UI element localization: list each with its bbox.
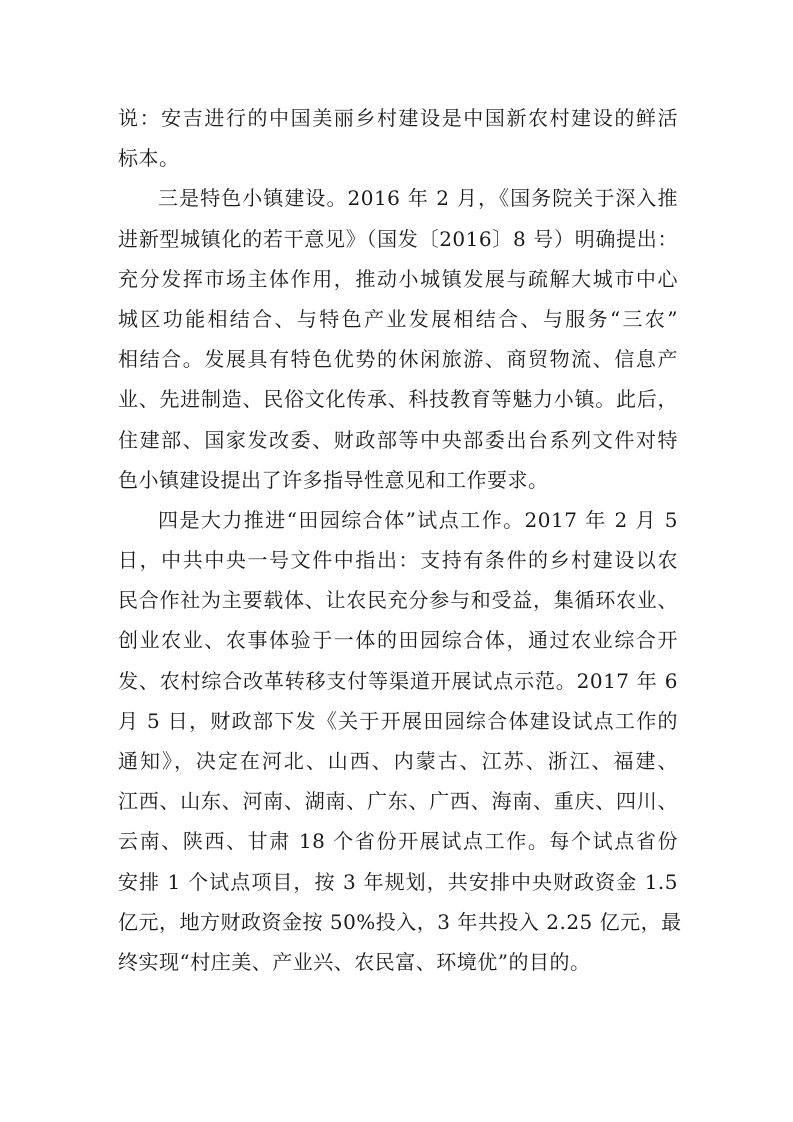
text-line: 通知》，决定在河北、山西、内蒙古、江苏、浙江、福建、 xyxy=(118,749,678,773)
body-text xyxy=(118,98,682,982)
text-line: 民合作社为主要载体、让农民充分参与和受益，集循环农业、 xyxy=(118,588,678,613)
paragraph-start-line: 四是大力推进“田园综合体”试点工作。2017 年 2 月 5 xyxy=(158,507,678,532)
paragraph-start-line: 三是特色小镇建设。2016 年 2 月，《国务院关于深入推 xyxy=(158,186,678,211)
text-line: 城区功能相结合、与特色产业发展相结合、与服务“三农” xyxy=(118,306,678,331)
text-line: 创业农业、农事体验于一体的田园综合体，通过农业综合开 xyxy=(118,628,678,653)
text-line: 月 5 日，财政部下发《关于开展田园综合体建设试点工作的 xyxy=(118,708,678,733)
text-line: 江西、山东、河南、湖南、广东、广西、海南、重庆、四川、 xyxy=(118,789,678,814)
text-line: 业、先进制造、民俗文化传承、科技教育等魅力小镇。此后， xyxy=(118,387,678,412)
text-line: 标本。 xyxy=(118,146,180,171)
text-line: 住建部、国家发改委、财政部等中央部委出台系列文件对特 xyxy=(118,427,678,452)
text-line: 云南、陕西、甘肃 18 个省份开展试点工作。每个试点省份 xyxy=(118,829,678,854)
text-line: 安排 1 个试点项目，按 3 年规划，共安排中央财政资金 1.5 xyxy=(118,869,678,894)
text-line: 亿元，地方财政资金按 50%投入，3 年共投入 2.25 亿元，最 xyxy=(118,909,682,934)
text-line: 进新型城镇化的若干意见》（国发〔2016〕8 号）明确提出： xyxy=(118,226,678,251)
text-line: 色小镇建设提出了许多指导性意见和工作要求。 xyxy=(118,467,549,492)
text-line: 相结合。发展具有特色优势的休闲旅游、商贸物流、信息产 xyxy=(118,347,678,372)
text-line: 发、农村综合改革转移支付等渠道开展试点示范。2017 年 6 xyxy=(118,668,678,693)
text-line: 说：安吉进行的中国美丽乡村建设是中国新农村建设的鲜活 xyxy=(118,106,678,130)
text-line: 终实现“村庄美、产业兴、农民富、环境优”的目的。 xyxy=(118,949,591,974)
text-line: 充分发挥市场主体作用，推动小城镇发展与疏解大城市中心 xyxy=(118,266,678,291)
text-line: 日，中共中央一号文件中指出：支持有条件的乡村建设以农 xyxy=(118,548,678,573)
